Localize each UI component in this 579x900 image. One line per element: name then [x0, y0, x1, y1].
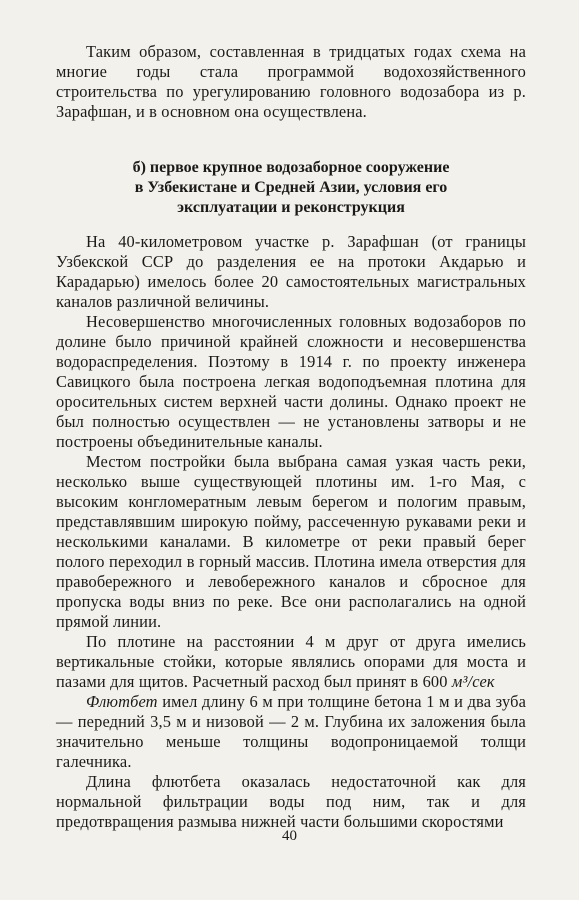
section-heading-line-2: в Узбекистане и Средней Азии, условия его	[134, 179, 448, 196]
section-heading	[56, 158, 526, 218]
body-paragraph-2: Несовершенство многочисленных головных водозаборов по долине было причиной крайней сложности и несовершенства водораспределения. Поэтому в 1914 г. по проекту инженера Савицкого была построена легкая водоподъемная плотина для оросительных систем верхней части долины. Однако проект не был полностью осуществлен — не установлены затворы и не построены объединительные каналы.	[56, 312, 526, 451]
body-paragraph-3: Местом постройки была выбрана самая узкая часть реки, несколько выше существующей плотины им. 1-го Мая, с высоким конгломератным левым берегом и пологим правым, представлявшим широкую пойму, рассеченную рукавами реки и несколькими каналами. В километре от реки правый берег полого переходил в горный массив. Плотина имела отверстия для правобережного и левобережного каналов и сбросное для пропуска воды вниз по реке. Все они располагались на одной прямой линии.	[56, 452, 526, 631]
body-paragraph-4-text: По плотине на расстоянии 4 м друг от друга имелись вертикальные стойки, которые являлись опорами для моста и пазами для щитов. Расчетный расход был принят в 600	[56, 632, 526, 691]
intro-paragraph: Таким образом, составленная в тридцатых годах схема на многие годы стала программой водохозяйственного строительства по урегулированию головного водозабора из р. Зарафшан, и в основном она осуществлена.	[56, 42, 526, 121]
intro-text-block	[56, 42, 526, 122]
body-paragraph-4	[56, 632, 526, 692]
body-paragraph-6: Длина флютбета оказалась недостаточной как для нормальной фильтрации воды под ним, так и для предотвращения размыва нижней части большими скоростями	[56, 772, 526, 831]
flutbet-term: Флютбет	[86, 692, 158, 711]
section-heading-line-3: эксплуатации и реконструкция	[177, 199, 405, 216]
body-paragraph-5	[56, 692, 526, 772]
section-heading-line-1: б) первое крупное водозаборное сооружение	[132, 159, 450, 176]
body-text-block	[56, 232, 526, 832]
flow-unit: м³/сек	[451, 672, 495, 691]
body-paragraph-5-text: имел длину 6 м при толщине бетона 1 м и два зуба — передний 3,5 м и низовой — 2 м. Глубина их заложения была значительно меньше толщины водопроницаемой толщи галечника.	[56, 692, 526, 771]
body-paragraph-1: На 40-километровом участке р. Зарафшан (от границы Узбекской ССР до разделения ее на протоки Акдарью и Карадарью) имелось более 20 самостоятельных магистральных каналов различной величины.	[56, 232, 526, 311]
page-number: 40	[282, 828, 297, 844]
